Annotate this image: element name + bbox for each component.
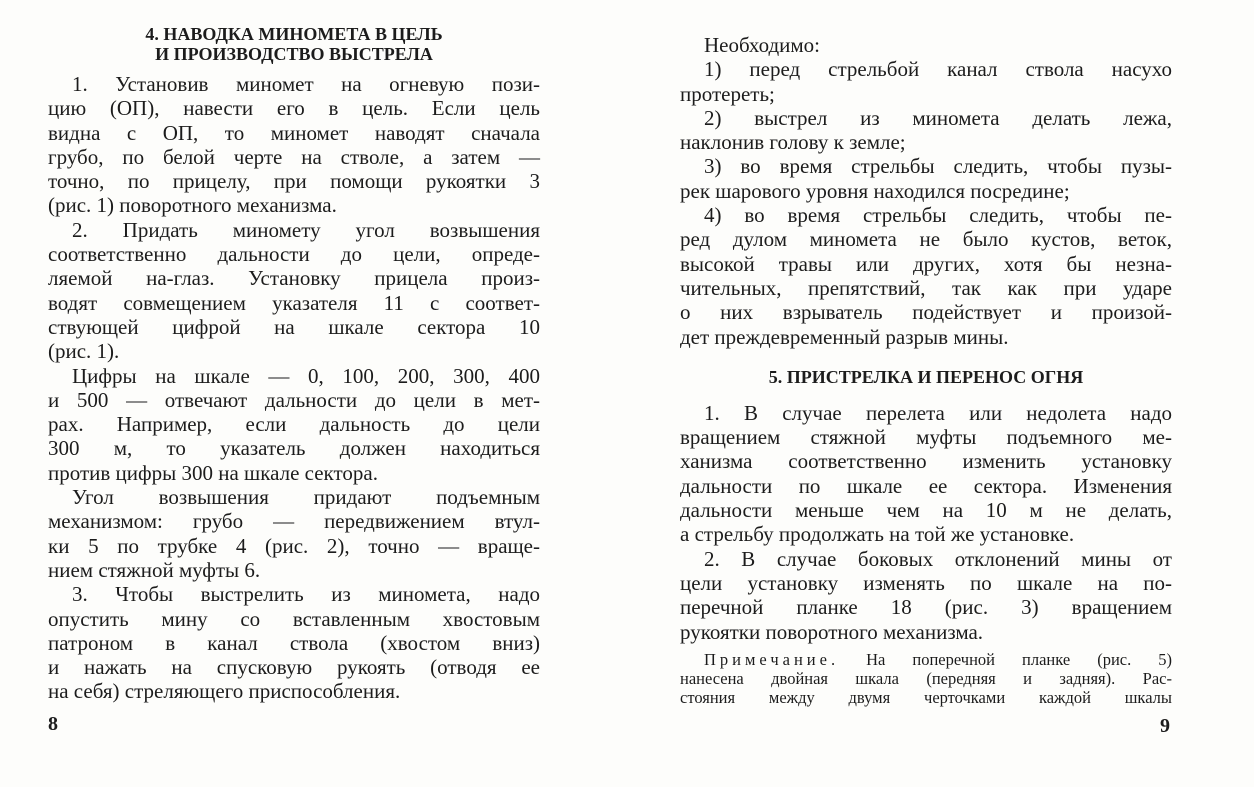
right-page [680, 33, 1172, 707]
note-line: нанесена двойная шкала (передняя и задняя). Рас- [680, 668, 1172, 688]
paragraph [680, 33, 1172, 57]
text-line: наклонив голову к земле; [680, 130, 906, 155]
text-line: ствующей цифрой на шкале сектора 10 [48, 314, 540, 339]
right-body-top [680, 33, 1172, 349]
paragraph [48, 72, 540, 218]
text-line: 2. Придать миномету угол возвышения [72, 217, 540, 242]
text-line: Необходимо: [704, 33, 821, 57]
text-line: ред дулом миномета не было кустов, веток, [680, 227, 1172, 252]
text-line: 2. В случае боковых отклонений мины от [704, 546, 1172, 571]
paragraph [680, 547, 1172, 644]
section-5-heading: 5. ПРИСТРЕЛКА И ПЕРЕНОС ОГНЯ [768, 366, 1084, 387]
text-line: опустить мину со вставленным хвостовым [48, 606, 540, 631]
text-line: 1. В случае перелета или недолета надо [704, 400, 1172, 425]
heading-line: 4. НАВОДКА МИНОМЕТА В ЦЕЛЬ [145, 24, 443, 44]
section-4-heading [48, 24, 540, 64]
left-page [48, 24, 540, 704]
right-body-bottom [680, 401, 1172, 644]
paragraph [48, 218, 540, 364]
text-line: 1) перед стрельбой канал ствола насухо [704, 57, 1172, 82]
text-line: рах. Например, если дальность до цели [48, 412, 540, 437]
text-line: а стрельбу продолжать на той же установке. [680, 522, 1075, 547]
text-line: дальности меньше чем на 10 м не делать, [680, 498, 1172, 523]
text-line: Угол возвышения придают подъемным [72, 485, 540, 510]
text-line: Цифры на шкале — 0, 100, 200, 300, 400 [72, 363, 540, 388]
text-line: (рис. 1). [48, 339, 120, 364]
text-line: патроном в канал ствола (хвостом вниз) [48, 630, 540, 655]
page-number-left: 8 [48, 713, 58, 735]
text-line: 2) выстрел из миномета делать лежа, [704, 105, 1172, 130]
text-line: 300 м, то указатель должен находиться [48, 436, 540, 461]
paragraph [680, 106, 1172, 155]
text-line: водят совмещением указателя 11 с соответ- [48, 290, 540, 315]
text-line: 1. Установив миномет на огневую пози- [72, 72, 540, 96]
text-line: механизмом: грубо — передвижением втул- [48, 509, 540, 534]
text-line: дет преждевременный разрыв мины. [680, 324, 1009, 349]
heading-line: И ПРОИЗВОДСТВО ВЫСТРЕЛА [155, 44, 433, 64]
text-line: на себя) стреляющего приспособления. [48, 679, 401, 704]
text-line: нием стяжной муфты 6. [48, 557, 261, 582]
text-line: против цифры 300 на шкале сектора. [48, 460, 378, 485]
text-line: цели установку изменять по шкале на по- [680, 570, 1172, 595]
paragraph [680, 57, 1172, 106]
paragraph [680, 203, 1172, 349]
left-body [48, 72, 540, 704]
text-line: (рис. 1) поворотного механизма. [48, 193, 337, 218]
text-line: рукоятки поворотного механизма. [680, 619, 984, 644]
note-block [680, 650, 1172, 707]
text-line: ки 5 по трубке 4 (рис. 2), точно — враще- [48, 533, 540, 558]
text-line: и 500 — отвечают дальности до цели в мет- [48, 387, 540, 412]
text-line: чительных, препятствий, так как при ударе [680, 275, 1172, 300]
text-line: дальности по шкале ее сектора. Изменения [680, 473, 1172, 498]
text-line: перечной планке 18 (рис. 3) вращением [680, 595, 1172, 620]
text-line: вращением стяжной муфты подъемного ме- [680, 425, 1172, 450]
paragraph [48, 485, 540, 582]
text-line: грубо, по белой черте на стволе, а затем — [48, 144, 540, 169]
text-line: рек шарового уровня находился посредине; [680, 178, 1070, 203]
paragraph [48, 582, 540, 703]
text-line: точно, по прицелу, при помощи рукоятки 3 [48, 169, 540, 194]
text-line: ляемой на-глаз. Установку прицела произ- [48, 266, 540, 291]
text-line: о них взрыватель подействует и произой- [680, 300, 1172, 325]
text-line: видна с ОП, то миномет наводят сначала [48, 120, 540, 145]
text-line: цию (ОП), навести его в цель. Если цель [48, 96, 540, 121]
note-line: стояния между двумя черточками каждой шкалы [680, 687, 1172, 707]
note-line [680, 650, 1172, 669]
text-line: высокой травы или других, хотя бы незна- [680, 251, 1172, 276]
text-line: протереть; [680, 81, 775, 106]
text-line: 3. Чтобы выстрелить из миномета, надо [72, 582, 540, 607]
paragraph [680, 154, 1172, 203]
text-line: соответственно дальности до цели, опреде- [48, 242, 540, 267]
page-number-right: 9 [1160, 715, 1170, 737]
text-line: и нажать на спусковую рукоять (отводя ее [48, 655, 540, 680]
note-label: Примечание. [704, 649, 840, 669]
note-text: На поперечной планке (рис. 5) [866, 649, 1172, 669]
paragraph [680, 401, 1172, 547]
paragraph [48, 364, 540, 485]
text-line: 4) во время стрельбы следить, чтобы пе- [704, 203, 1172, 228]
text-line: 3) во время стрельбы следить, чтобы пузы- [704, 154, 1172, 179]
text-line: ханизма соответственно изменить установку [680, 449, 1172, 474]
